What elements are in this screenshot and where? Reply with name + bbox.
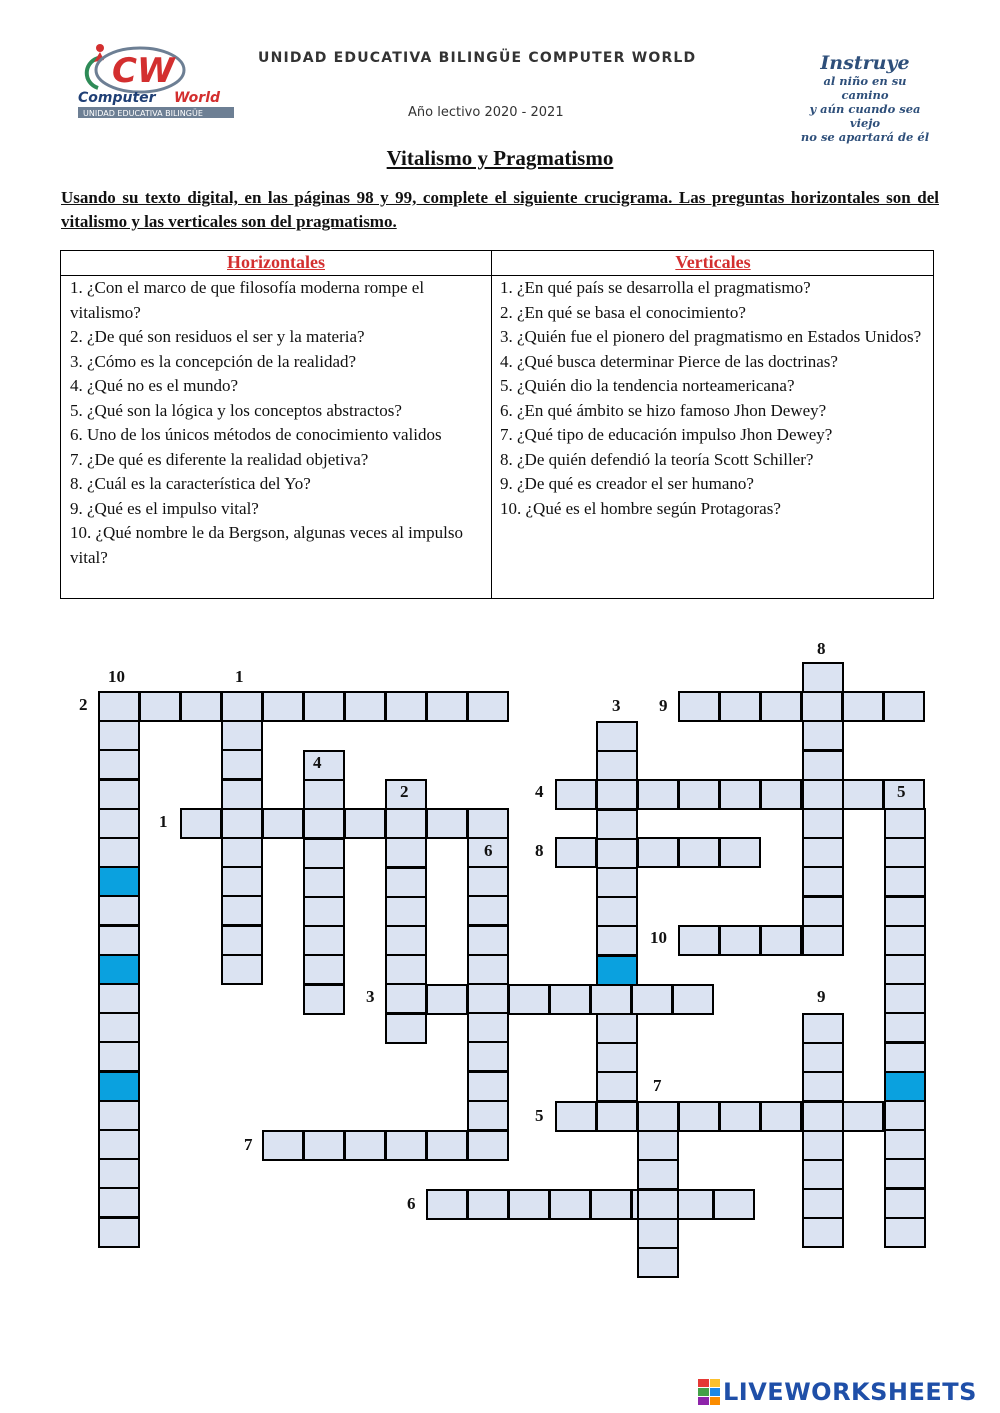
vertical-clue: 8. ¿De quién defendió la teoría Scott Schiller? (500, 449, 814, 469)
crossword-cell[interactable] (884, 837, 926, 868)
crossword-cell[interactable] (802, 896, 844, 927)
crossword-cell[interactable] (180, 691, 222, 722)
clue-number: 1 (235, 667, 244, 686)
crossword-cell[interactable] (221, 808, 263, 839)
motto-line-4: no se apartará de él (800, 130, 930, 144)
clue-table (60, 250, 934, 599)
crossword-cell[interactable] (596, 838, 638, 869)
crossword-cell[interactable] (802, 750, 844, 781)
horizontal-clue: 2. ¿De qué son residuos el ser y la materia? (70, 327, 365, 346)
crossword-cell[interactable] (303, 1130, 345, 1161)
crossword-cell[interactable] (303, 984, 345, 1015)
crossword-cell[interactable] (98, 779, 140, 810)
crossword-cell[interactable] (637, 837, 679, 868)
crossword-cell[interactable] (802, 866, 844, 897)
crossword-cell[interactable] (467, 1100, 509, 1131)
crossword-cell[interactable] (637, 1130, 679, 1161)
crossword-grid (0, 620, 1000, 1300)
crossword-cell[interactable] (426, 808, 468, 839)
svg-text:CW: CW (112, 51, 175, 91)
crossword-cell[interactable] (678, 837, 720, 868)
crossword-cell[interactable] (884, 896, 926, 927)
instructions: Usando su texto digital, en las páginas 98 y 99, complete el siguiente crucigrama. Las preguntas horizontales son del vitalismo y las verticales son del pragmatismo. (61, 188, 939, 231)
crossword-cell[interactable] (98, 749, 140, 780)
school-logo (78, 38, 238, 120)
crossword-cell[interactable] (713, 1189, 755, 1220)
crossword-cell[interactable] (760, 779, 802, 810)
crossword-cell[interactable] (467, 1130, 509, 1161)
crossword-cell[interactable] (467, 925, 509, 956)
crossword-cell[interactable] (760, 925, 802, 956)
crossword-cell[interactable] (221, 779, 263, 810)
crossword-cell[interactable] (884, 808, 926, 839)
crossword-cell[interactable] (802, 1188, 844, 1219)
crossword-cell[interactable] (426, 1130, 468, 1161)
crossword-cell[interactable] (678, 779, 720, 810)
crossword-cell[interactable] (98, 837, 140, 868)
crossword-cell[interactable] (596, 867, 638, 898)
crossword-cell[interactable] (596, 1071, 638, 1102)
crossword-cell[interactable] (596, 750, 638, 781)
crossword-cell[interactable] (884, 983, 926, 1014)
clue-number: 6 (484, 841, 493, 860)
horizontal-clue: 7. ¿De qué es diferente la realidad objetiva? (70, 449, 369, 469)
crossword-cell[interactable] (98, 1041, 140, 1072)
crossword-cell[interactable] (802, 1130, 844, 1161)
crossword-cell[interactable] (467, 954, 509, 985)
crossword-cell[interactable] (678, 691, 720, 722)
crossword-cell[interactable] (802, 808, 844, 839)
liveworksheets-brand: LIVEWORKSHEETS (723, 1378, 977, 1406)
crossword-cell[interactable] (98, 1012, 140, 1043)
crossword-cell[interactable] (884, 954, 926, 985)
clue-number: 5 (897, 782, 906, 801)
crossword-cell[interactable] (98, 1071, 140, 1102)
clue-number: 10 (650, 928, 667, 947)
crossword-cell[interactable] (98, 691, 140, 722)
clue-number: 8 (535, 841, 544, 860)
horizontal-header: Horizontales (227, 252, 325, 272)
crossword-cell[interactable] (596, 809, 638, 840)
crossword-cell[interactable] (385, 1013, 427, 1044)
crossword-cell[interactable] (344, 691, 386, 722)
motto-line-1: Instruye (820, 52, 910, 74)
crossword-cell[interactable] (180, 808, 222, 839)
crossword-cell[interactable] (842, 779, 884, 810)
crossword-cell[interactable] (467, 1012, 509, 1043)
school-year: Año lectivo 2020 - 2021 (408, 105, 564, 120)
crossword-cell[interactable] (555, 1101, 597, 1132)
crossword-cell[interactable] (637, 1189, 679, 1220)
svg-text:Computer: Computer (78, 90, 156, 106)
crossword-cell[interactable] (467, 1041, 509, 1072)
horizontal-clue: 4. ¿Qué no es el mundo? (70, 376, 239, 395)
crossword-cell[interactable] (98, 895, 140, 926)
vertical-clue: 1. ¿En qué país se desarrolla el pragmatismo? (500, 278, 811, 297)
crossword-cell[interactable] (802, 720, 844, 751)
crossword-cell[interactable] (884, 1129, 926, 1160)
crossword-cell[interactable] (596, 955, 638, 986)
crossword-cell[interactable] (719, 925, 761, 956)
crossword-cell[interactable] (385, 1130, 427, 1161)
motto (800, 52, 930, 144)
crossword-cell[interactable] (262, 808, 304, 839)
horizontal-clues (70, 276, 482, 570)
horizontal-clue: 9. ¿Qué es el impulso vital? (70, 498, 259, 518)
svg-text:World: World (174, 90, 221, 106)
horizontal-clue: 5. ¿Qué son la lógica y los conceptos abstractos? (70, 400, 402, 420)
crossword-cell[interactable] (467, 983, 509, 1014)
crossword-cell[interactable] (802, 779, 844, 810)
crossword-cell[interactable] (631, 984, 673, 1015)
crossword-cell[interactable] (590, 1189, 632, 1220)
crossword-cell[interactable] (303, 750, 345, 781)
crossword-cell[interactable] (221, 954, 263, 985)
crossword-cell[interactable] (549, 984, 591, 1015)
vertical-clue: 7. ¿Qué tipo de educación impulso Jhon Dewey? (500, 425, 833, 444)
crossword-cell[interactable] (719, 837, 761, 868)
clue-number: 4 (313, 753, 322, 772)
crossword-cell[interactable] (426, 984, 468, 1015)
crossword-cell[interactable] (467, 808, 509, 839)
clue-number: 2 (400, 782, 409, 801)
crossword-cell[interactable] (221, 866, 263, 897)
crossword-cell[interactable] (467, 691, 509, 722)
crossword-cell[interactable] (842, 691, 884, 722)
crossword-cell[interactable] (596, 1013, 638, 1044)
crossword-cell[interactable] (802, 1013, 844, 1044)
crossword-cell[interactable] (303, 691, 345, 722)
crossword-cell[interactable] (139, 691, 181, 722)
clue-number: 7 (244, 1135, 253, 1154)
crossword-cell[interactable] (467, 1189, 509, 1220)
crossword-cell[interactable] (884, 866, 926, 897)
crossword-cell[interactable] (303, 808, 345, 839)
crossword-cell[interactable] (802, 1217, 844, 1248)
crossword-cell[interactable] (98, 1100, 140, 1131)
crossword-cell[interactable] (802, 1071, 844, 1102)
crossword-cell[interactable] (385, 867, 427, 898)
crossword-cell[interactable] (678, 925, 720, 956)
crossword-cell[interactable] (303, 954, 345, 985)
crossword-cell[interactable] (719, 779, 761, 810)
crossword-cell[interactable] (221, 895, 263, 926)
crossword-cell[interactable] (596, 1042, 638, 1073)
crossword-cell[interactable] (467, 1071, 509, 1102)
crossword-cell[interactable] (802, 662, 844, 693)
crossword-cell[interactable] (596, 925, 638, 956)
crossword-cell[interactable] (678, 1101, 720, 1132)
crossword-cell[interactable] (596, 779, 638, 810)
crossword-cell[interactable] (555, 837, 597, 868)
crossword-cell[interactable] (344, 1130, 386, 1161)
crossword-cell[interactable] (884, 1100, 926, 1131)
crossword-cell[interactable] (508, 984, 550, 1015)
crossword-cell[interactable] (385, 896, 427, 927)
crossword-cell[interactable] (221, 749, 263, 780)
vertical-clue: 3. ¿Quién fue el pionero del pragmatismo en Estados Unidos? (500, 327, 922, 346)
vertical-clue: 10. ¿Qué es el hombre según Protagoras? (500, 498, 781, 518)
clue-number: 3 (612, 696, 621, 715)
crossword-cell[interactable] (385, 837, 427, 868)
crossword-cell[interactable] (802, 1159, 844, 1190)
crossword-cell[interactable] (760, 1101, 802, 1132)
crossword-cell[interactable] (884, 1188, 926, 1219)
crossword-cell[interactable] (426, 691, 468, 722)
crossword-cell[interactable] (262, 1130, 304, 1161)
crossword-cell[interactable] (385, 983, 427, 1014)
crossword-cell[interactable] (719, 691, 761, 722)
clue-number: 8 (817, 639, 826, 658)
school-name: UNIDAD EDUCATIVA BILINGÜE COMPUTER WORLD (258, 50, 697, 66)
crossword-cell[interactable] (884, 1012, 926, 1043)
crossword-cell[interactable] (98, 983, 140, 1014)
crossword-cell[interactable] (549, 1189, 591, 1220)
crossword-cell[interactable] (637, 779, 679, 810)
crossword-cell[interactable] (884, 1217, 926, 1248)
crossword-cell[interactable] (637, 1247, 679, 1278)
crossword-cell[interactable] (590, 984, 632, 1015)
crossword-cell[interactable] (884, 1071, 926, 1102)
crossword-cell[interactable] (98, 1158, 140, 1189)
crossword-cell[interactable] (385, 691, 427, 722)
clue-number: 1 (159, 812, 168, 831)
crossword-cell[interactable] (221, 691, 263, 722)
column-divider (491, 251, 492, 598)
crossword-cell[interactable] (801, 691, 843, 722)
crossword-cell[interactable] (802, 925, 844, 956)
crossword-cell[interactable] (884, 1158, 926, 1189)
crossword-cell[interactable] (637, 1159, 679, 1190)
motto-line-2: al niño en su camino (823, 74, 907, 102)
crossword-cell[interactable] (508, 1189, 550, 1220)
crossword-cell[interactable] (98, 1129, 140, 1160)
crossword-cell[interactable] (98, 720, 140, 751)
clue-number: 10 (108, 667, 125, 686)
crossword-cell[interactable] (672, 984, 714, 1015)
horizontal-clue: 10. ¿Qué nombre le da Bergson, algunas veces al impulso vital? (70, 523, 463, 567)
horizontal-clue: 3. ¿Cómo es la concepción de la realidad? (70, 351, 357, 371)
crossword-cell[interactable] (385, 954, 427, 985)
crossword-cell[interactable] (385, 808, 427, 839)
crossword-cell[interactable] (303, 925, 345, 956)
crossword-cell[interactable] (303, 867, 345, 898)
crossword-cell[interactable] (719, 1101, 761, 1132)
vertical-clues (500, 276, 930, 521)
clue-number: 4 (535, 782, 544, 801)
page-title: Vitalismo y Pragmatismo (386, 146, 614, 170)
clue-number: 9 (817, 987, 826, 1006)
crossword-cell[interactable] (98, 808, 140, 839)
liveworksheets-logo (698, 1378, 977, 1406)
vertical-clue: 4. ¿Qué busca determinar Pierce de las doctrinas? (500, 351, 838, 371)
crossword-cell[interactable] (98, 954, 140, 985)
crossword-cell[interactable] (637, 1218, 679, 1249)
crossword-cell[interactable] (98, 1187, 140, 1218)
crossword-cell[interactable] (883, 691, 925, 722)
crossword-cell[interactable] (385, 925, 427, 956)
crossword-cell[interactable] (802, 1042, 844, 1073)
crossword-cell[interactable] (303, 779, 345, 810)
clue-number: 6 (407, 1194, 416, 1213)
crossword-cell[interactable] (842, 1101, 884, 1132)
vertical-header: Verticales (675, 252, 751, 272)
crossword-cell[interactable] (884, 1042, 926, 1073)
crossword-cell[interactable] (760, 691, 802, 722)
clue-number: 5 (535, 1106, 544, 1125)
crossword-cell[interactable] (221, 925, 263, 956)
crossword-cell[interactable] (467, 866, 509, 897)
crossword-cell[interactable] (802, 837, 844, 868)
crossword-cell[interactable] (596, 1101, 638, 1132)
horizontal-clue: 1. ¿Con el marco de que filosofía moderna rompe el vitalismo? (70, 278, 425, 322)
clue-number: 9 (659, 696, 668, 715)
crossword-cell[interactable] (802, 1101, 844, 1132)
crossword-cell[interactable] (426, 1189, 468, 1220)
crossword-cell[interactable] (221, 720, 263, 751)
crossword-cell[interactable] (467, 895, 509, 926)
svg-text:UNIDAD EDUCATIVA BILINGÜE: UNIDAD EDUCATIVA BILINGÜE (83, 109, 203, 118)
crossword-cell[interactable] (98, 1217, 140, 1248)
liveworksheets-icon (698, 1379, 720, 1405)
vertical-clue: 5. ¿Quién dio la tendencia norteamericana? (500, 376, 795, 395)
crossword-cell[interactable] (303, 896, 345, 927)
motto-line-3: y aún cuando sea viejo (809, 102, 921, 130)
clue-number: 2 (79, 695, 88, 714)
vertical-clue: 6. ¿En qué ámbito se hizo famoso Jhon Dewey? (500, 400, 827, 420)
crossword-cell[interactable] (303, 838, 345, 869)
vertical-clue: 2. ¿En qué se basa el conocimiento? (500, 302, 746, 322)
crossword-cell[interactable] (596, 896, 638, 927)
crossword-cell[interactable] (637, 1101, 679, 1132)
horizontal-clue: 8. ¿Cuál es la característica del Yo? (70, 474, 311, 493)
crossword-cell[interactable] (884, 925, 926, 956)
crossword-cell[interactable] (555, 779, 597, 810)
crossword-cell[interactable] (262, 691, 304, 722)
horizontal-clue: 6. Uno de los únicos métodos de conocimiento validos (70, 425, 442, 444)
clue-number: 3 (366, 987, 375, 1006)
crossword-cell[interactable] (596, 721, 638, 752)
crossword-cell[interactable] (98, 925, 140, 956)
crossword-cell[interactable] (98, 866, 140, 897)
vertical-clue: 9. ¿De qué es creador el ser humano? (500, 474, 754, 493)
crossword-cell[interactable] (221, 837, 263, 868)
crossword-cell[interactable] (344, 808, 386, 839)
clue-number: 7 (653, 1076, 662, 1095)
